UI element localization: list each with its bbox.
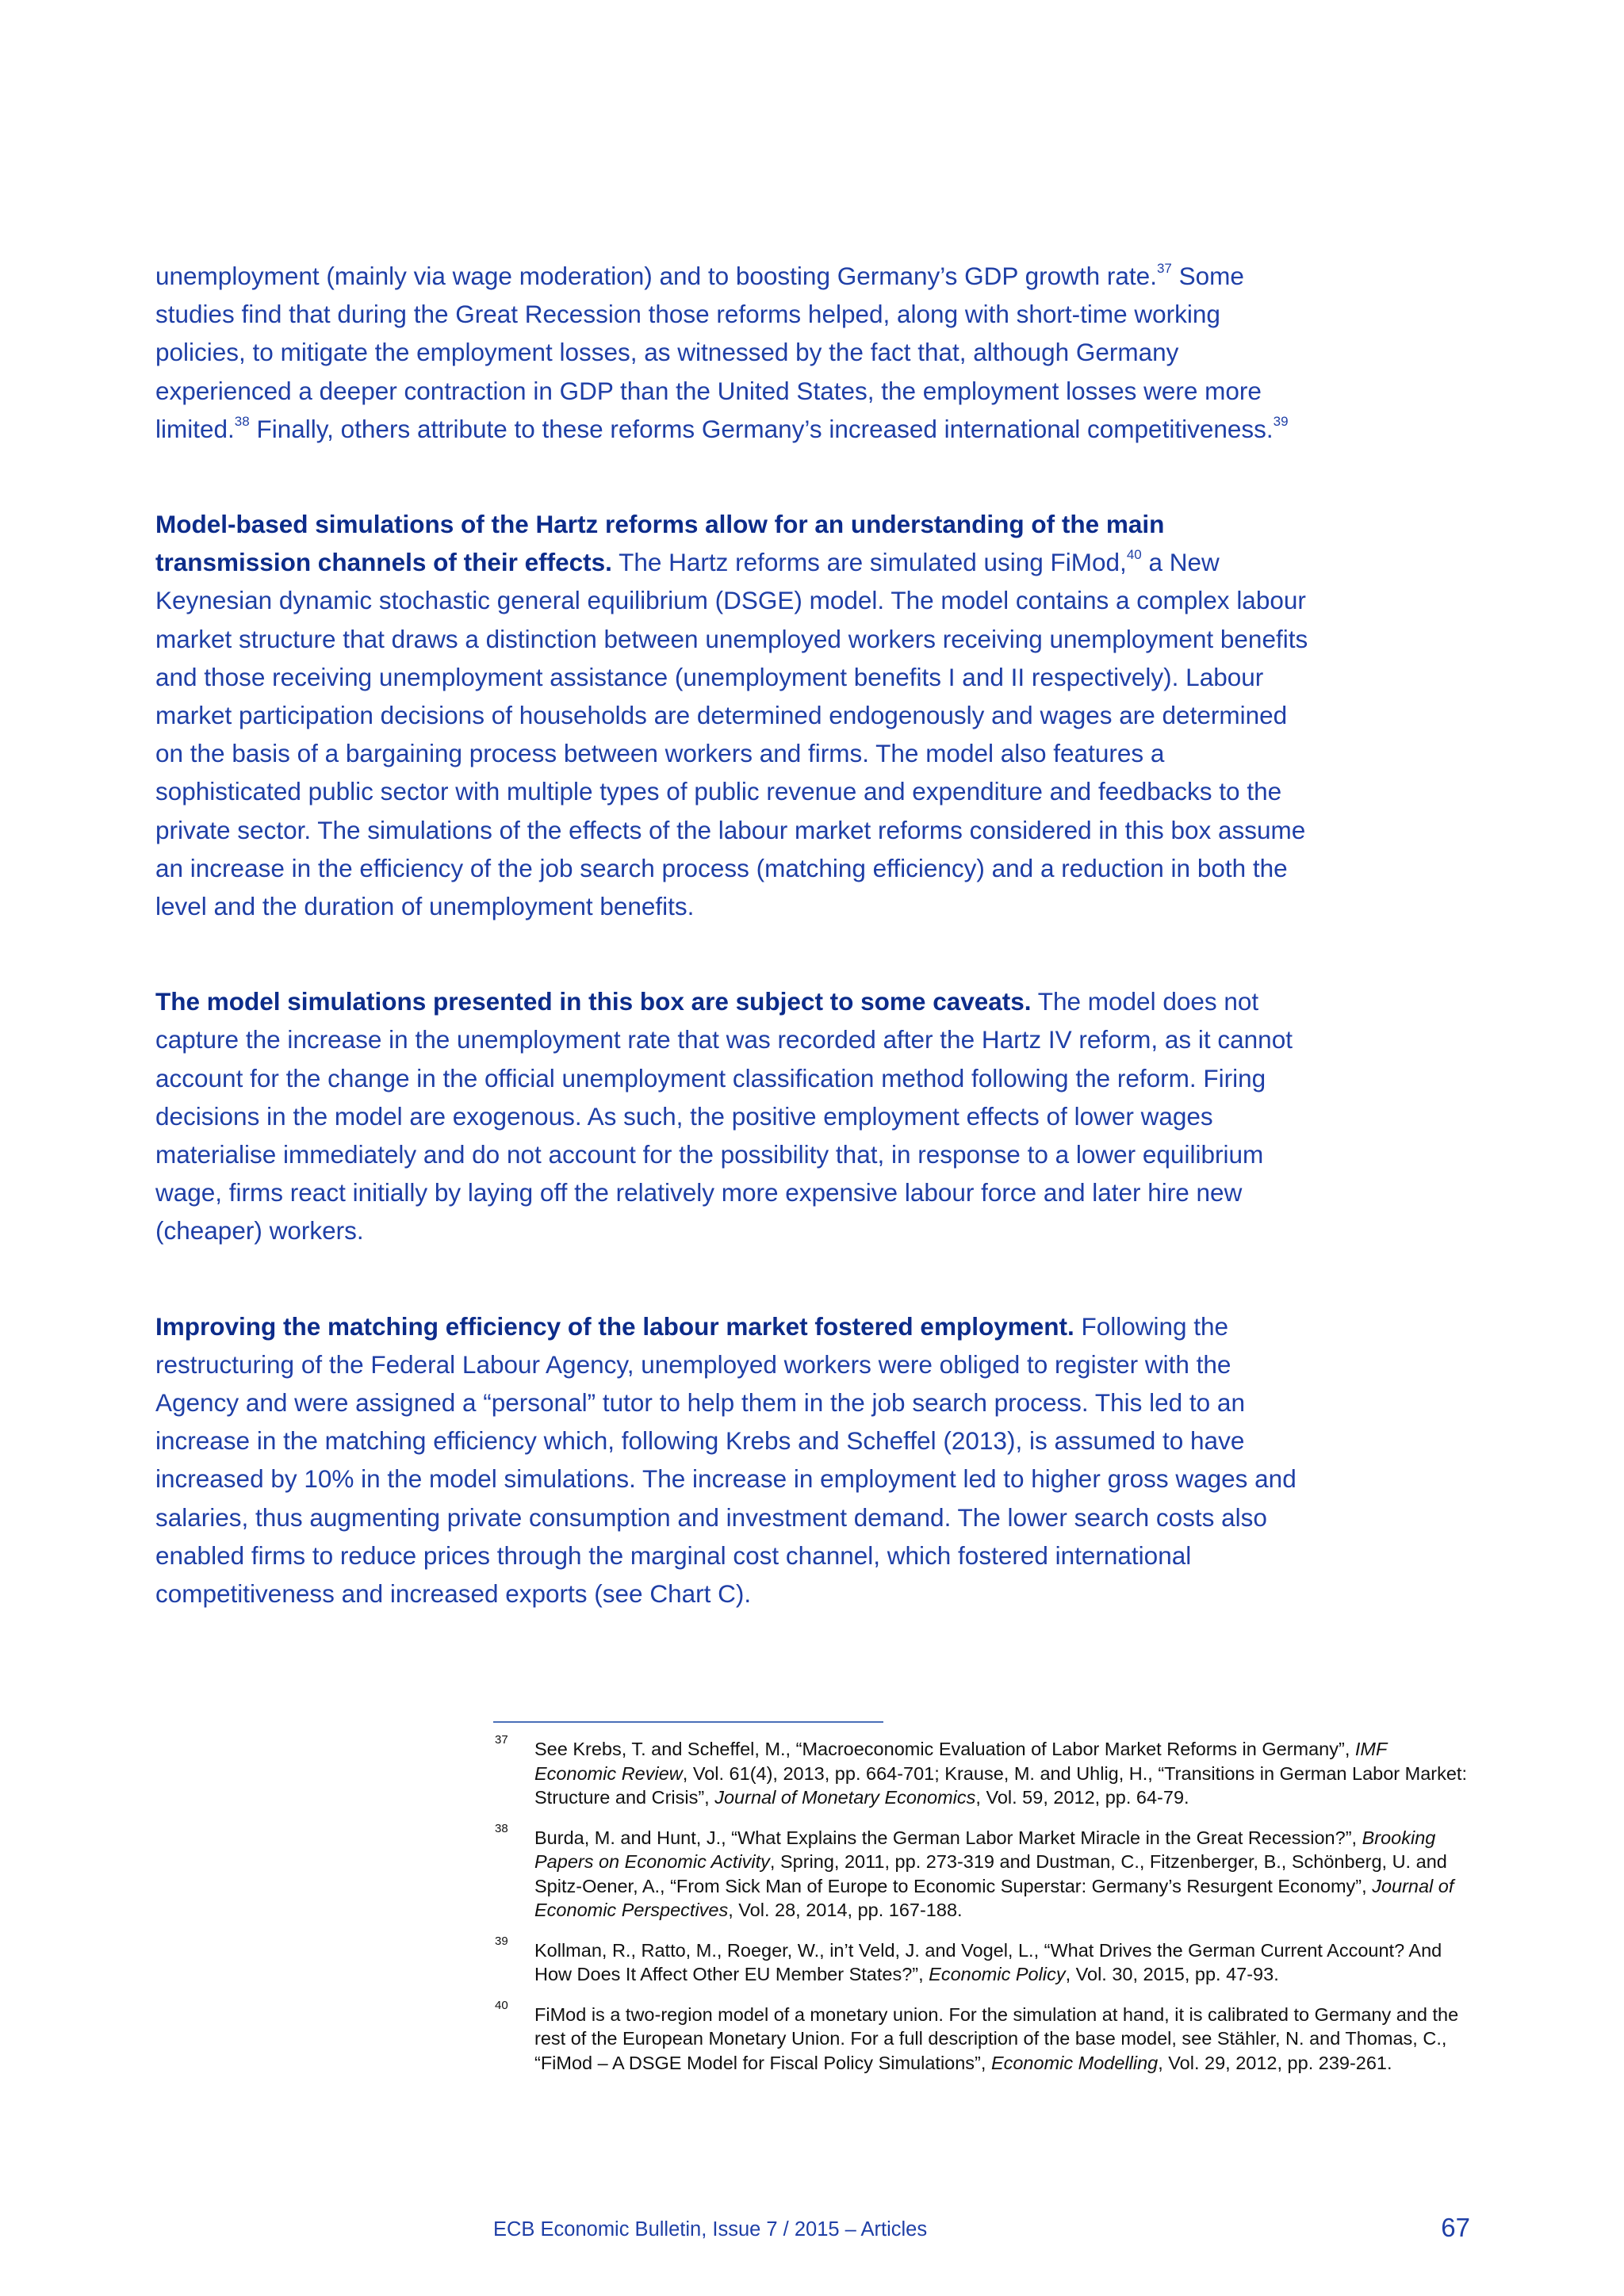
footnote-number: 38 [495,1821,508,1835]
footnote-segment: See Krebs, T. and Scheffel, M., “Macroeconomic Evaluation of Labor Market Reforms in Germany”, [534,1739,1355,1759]
footnote-ref-38[interactable]: 38 [234,413,250,429]
footnote-text [534,1938,1473,1987]
footnote-segment: , Vol. 61(4), 2013, pp. 664-701; Krause, M. and Uhlig, H., “Transitions in German Labor Market: Structure and Crisis”, [534,1762,1467,1808]
article-body [155,257,1313,1613]
paragraph-text: The Hartz reforms are simulated using FiMod, [611,548,1127,577]
paragraph-text: Some studies find that during the Great Recession those reforms helped, along with short-time working policies, to mitigate the employment losses, as witnessed by the fact that, although Germany experienced a deeper contraction in GDP than the United States, the employment losses were more limited. [155,262,1262,443]
footnote-segment: , Vol. 30, 2015, pp. 47-93. [1065,1964,1279,1984]
footnote-number: 40 [495,1998,508,2012]
journal-title: Journal of Economic Perspectives [534,1875,1454,1920]
footnote-number: 39 [495,1934,508,1948]
paragraph-caveats [155,982,1313,1249]
paragraph-lead: The model simulations presented in this box are subject to some caveats. [155,987,1032,1016]
paragraph-matching-efficiency [155,1307,1313,1613]
footnote-39 [493,1934,1473,1987]
footnote-segment: , Spring, 2011, pp. 273-319 and Dustman, C., Fitzenberger, B., Schönberg, U. and Spitz-Oener, A., “From Sick Man of Europe to Economic Superstar: Germany’s Resurgent Economy”, [534,1851,1447,1896]
footnote-text [534,1826,1473,1923]
footnote-text [534,1737,1473,1810]
paragraph-text: Finally, others attribute to these reforms Germany’s increased international competitiveness. [249,414,1274,443]
footnote-segment: , Vol. 59, 2012, pp. 64-79. [975,1787,1189,1808]
paragraph-text: unemployment (mainly via wage moderation) and to boosting Germany’s GDP growth rate. [155,262,1157,290]
footnote-37 [493,1733,1473,1810]
page-number: 67 [1441,2213,1470,2242]
footnote-segment: , Vol. 28, 2014, pp. 167-188. [728,1900,963,1920]
footnote-text [534,2003,1473,2076]
journal-title: Economic Modelling [990,2052,1159,2073]
journal-title: Economic Policy [929,1964,1066,1984]
publication-footer: ECB Economic Bulletin, Issue 7 / 2015 – Articles [493,2218,928,2241]
paragraph-model-simulations [155,505,1313,925]
footnote-segment: Kollman, R., Ratto, M., Roeger, W., in’t Veld, J. and Vogel, L., “What Drives the German Current Account? And How Does It Affect Other EU Member States?”, [534,1939,1442,1984]
footnote-40 [493,1998,1473,2076]
paragraph-lead: Model-based simulations of the Hartz reforms allow for an understanding of the main transmission channels of their effects. [155,510,1165,577]
footnotes [493,1733,1473,2091]
footnote-ref-39[interactable]: 39 [1273,413,1289,429]
paragraph-lead: Improving the matching efficiency of the labour market fostered employment. [155,1311,1074,1341]
footnote-segment: , Vol. 29, 2012, pp. 239-261. [1158,2052,1392,2073]
journal-title: Journal of Monetary Economics [714,1787,976,1808]
footnote-ref-40[interactable]: 40 [1126,547,1142,563]
paragraph-text: Following the restructuring of the Federal Labour Agency, unemployed workers were obliged to register with the Agency and were assigned a “personal” tutor to help them in the job search process. This led to an increase in the matching efficiency which, following Krebs and Scheffel (2013), is assumed to have increased by 10% in the model simulations. The increase in employment led to higher gross wages and salaries, thus augmenting private consumption and investment demand. The lower search costs also enabled firms to reduce prices through the marginal cost channel, which fostered international competitiveness and increased exports (see Chart C). [155,1311,1297,1609]
journal-title: Brooking Papers on Economic Activity [534,1827,1436,1872]
paragraph-text: The model does not capture the increase in the unemployment rate that was recorded after the Hartz IV reform, as it cannot account for the change in the official unemployment classification method following the reform. Firing decisions in the model are exogenous. As such, the positive employment effects of lower wages materialise immediately and do not account for the possibility that, in response to a lower equilibrium wage, firms react initially by laying off the relatively more expensive labour force and later hire new (cheaper) workers. [155,987,1293,1246]
footnote-segment: Burda, M. and Hunt, J., “What Explains the German Labor Market Miracle in the Great Recession?”, [534,1827,1362,1848]
journal-title: IMF Economic Review [534,1739,1387,1784]
footnote-ref-37[interactable]: 37 [1156,261,1172,276]
footnote-38 [493,1821,1473,1923]
paragraph-hartz-effects [155,257,1313,448]
paragraph-text: a New Keynesian dynamic stochastic general equilibrium (DSGE) model. The model contains a complex labour market structure that draws a distinction between unemployed workers receiving unemployment benefits and those receiving unemployment assistance (unemployment benefits I and II respectively). Labour market participation decisions of households are determined endogenously and wages are determined on the basis of a bargaining process between workers and firms. The model also features a sophisticated public sector with multiple types of public revenue and expenditure and feedbacks to the private sector. The simulations of the effects of the labour market reforms considered in this box assume an increase in the efficiency of the job search process (matching efficiency) and a reduction in both the level and the duration of unemployment benefits. [155,548,1308,921]
footnote-divider [493,1721,883,1723]
footnote-number: 37 [495,1733,508,1747]
footnote-segment: FiMod is a two-region model of a monetary union. For the simulation at hand, it is calibrated to Germany and the rest of the European Monetary Union. For a full description of the base model, see Stähler, N. and Thomas, C., “FiMod – A DSGE Model for Fiscal Policy Simulations”, [534,2003,1459,2073]
